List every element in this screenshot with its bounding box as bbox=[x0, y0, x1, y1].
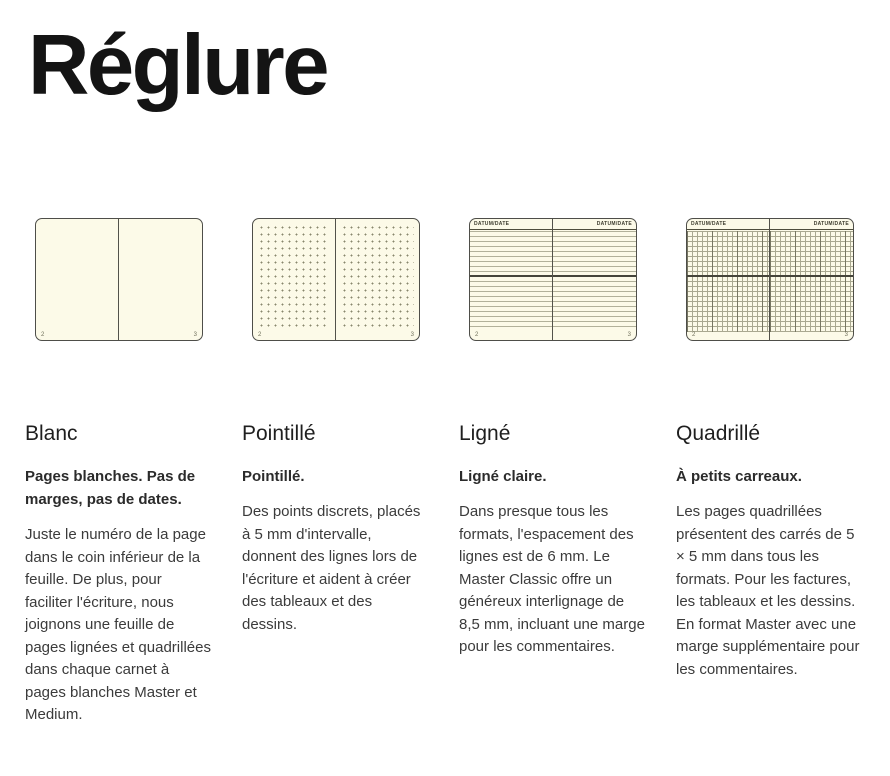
ruling-heading: Pointillé bbox=[242, 422, 316, 445]
notebook-page-left bbox=[253, 219, 336, 340]
ruling-column-blanc bbox=[25, 218, 212, 727]
ruling-subtitle: Pointillé. bbox=[242, 468, 305, 485]
notebook-page-left bbox=[470, 219, 553, 340]
notebook-page-left bbox=[36, 219, 119, 340]
ruling-section bbox=[0, 18, 890, 727]
page-title: Réglure bbox=[28, 18, 327, 113]
notebook-preview-lined bbox=[469, 218, 637, 341]
datum-date-label: DATUM/DATE bbox=[553, 219, 636, 230]
notebook-preview-blank bbox=[35, 218, 203, 341]
notebook-page-left bbox=[687, 219, 770, 340]
notebook-page-right bbox=[336, 219, 419, 340]
ruling-subtitle: Pages blanches. Pas de marges, pas de dates. bbox=[25, 468, 196, 508]
notebook-page-right bbox=[553, 219, 636, 340]
page-number: 3 bbox=[844, 332, 848, 338]
ruling-heading: Ligné bbox=[459, 422, 511, 445]
page-number: 2 bbox=[475, 332, 479, 338]
page-number: 3 bbox=[410, 332, 414, 338]
notebook-preview-grid bbox=[686, 218, 854, 341]
ruling-description: Dans presque tous les formats, l'espacement des lignes est de 6 mm. Le Master Classic offre un généreux interlignage de 8,5 mm, incluant une marge pour les commentaires. bbox=[459, 503, 645, 655]
datum-date-label: DATUM/DATE bbox=[687, 219, 769, 230]
dot-grid-pattern bbox=[341, 224, 414, 329]
ruling-subtitle: À petits carreaux. bbox=[676, 468, 802, 485]
page-number: 2 bbox=[692, 332, 696, 338]
square-grid-pattern bbox=[687, 231, 769, 332]
ruling-description: Juste le numéro de la page dans le coin inférieur de la feuille. De plus, pour faciliter l'écriture, nous joignons une feuille de pages lignées et quadrillées dans chaque carnet à pages blanches Master et Medium. bbox=[25, 526, 211, 723]
notebook-page-right bbox=[119, 219, 202, 340]
lined-pattern bbox=[470, 231, 552, 330]
dot-grid-pattern bbox=[258, 224, 330, 329]
notebook-preview-dotted bbox=[252, 218, 420, 341]
ruling-description: Des points discrets, placés à 5 mm d'intervalle, donnent des lignes lors de l'écriture et aident à créer des tableaux et des dessins. bbox=[242, 503, 421, 633]
page-number: 2 bbox=[258, 332, 262, 338]
ruling-description: Les pages quadrillées présentent des carrés de 5 × 5 mm dans tous les formats. Pour les factures, les tableaux et les dessins. En format Master avec une marge supplémentaire pour les commentaires. bbox=[676, 503, 860, 678]
ruling-heading: Quadrillé bbox=[676, 422, 761, 445]
square-grid-pattern bbox=[770, 231, 853, 332]
ruling-subtitle: Ligné claire. bbox=[459, 468, 547, 485]
page-number: 3 bbox=[627, 332, 631, 338]
ruling-column-ligne bbox=[459, 218, 646, 727]
ruling-column-pointille bbox=[242, 218, 429, 727]
page-number: 3 bbox=[193, 332, 197, 338]
notebook-page-right bbox=[770, 219, 853, 340]
ruling-heading: Blanc bbox=[25, 422, 78, 445]
datum-date-label: DATUM/DATE bbox=[770, 219, 853, 230]
page-number: 2 bbox=[41, 332, 45, 338]
datum-date-label: DATUM/DATE bbox=[470, 219, 552, 230]
ruling-columns bbox=[25, 218, 865, 727]
lined-pattern bbox=[553, 231, 636, 330]
ruling-column-quadrille bbox=[676, 218, 863, 727]
